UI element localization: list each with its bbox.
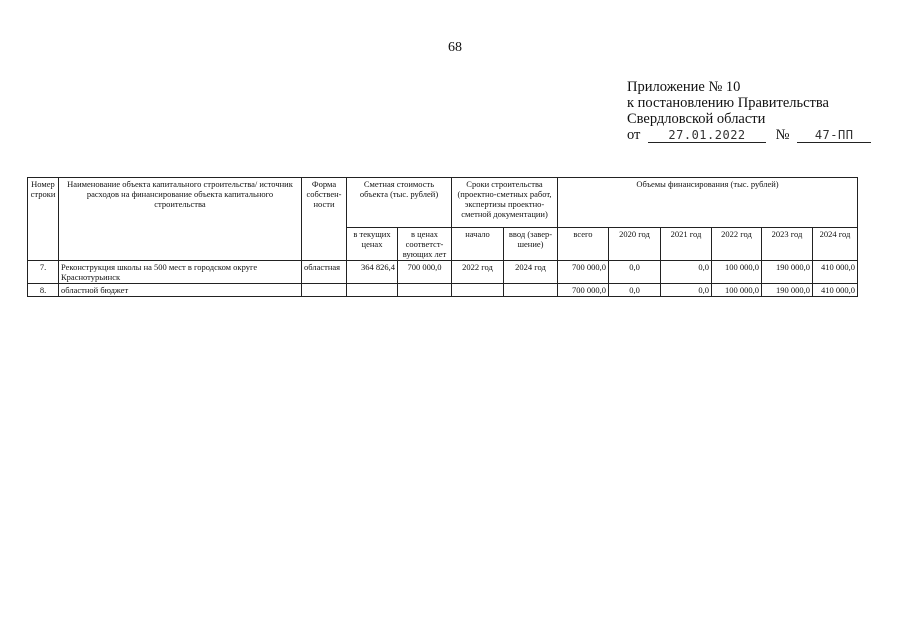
header-construction-terms: Сроки строительства (проектно-сметных работ, экспертизы проектно-сметной документации)	[452, 178, 558, 228]
cell-start	[452, 284, 504, 297]
cell-year-2023: 190 000,0	[762, 284, 813, 297]
header-row-number: Номер строки	[28, 178, 59, 261]
header-year-2024: 2024 год	[813, 228, 858, 261]
cell-year-2023: 190 000,0	[762, 261, 813, 284]
cell-corresponding-prices: 700 000,0	[398, 261, 452, 284]
from-label: от	[627, 127, 641, 143]
appendix-region: Свердловской области	[627, 111, 766, 127]
header-corresponding-prices: в ценах соответст-вующих лет	[398, 228, 452, 261]
header-estimated-cost: Сметная стоимость объекта (тыс. рублей)	[347, 178, 452, 228]
cell-completion	[504, 284, 558, 297]
decree-number: 47-ПП	[797, 129, 871, 143]
cell-row-number: 8.	[28, 284, 59, 297]
header-start: начало	[452, 228, 504, 261]
header-object-name: Наименование объекта капитального строительства/ источник расходов на финансирование объекта капитального строительства	[59, 178, 302, 261]
decree-date: 27.01.2022	[648, 129, 766, 143]
cell-total: 700 000,0	[558, 284, 609, 297]
appendix-title: Приложение № 10	[627, 79, 741, 95]
financing-table	[27, 177, 858, 297]
cell-current-prices: 364 826,4	[347, 261, 398, 284]
table-header-row	[28, 178, 858, 228]
cell-year-2020: 0,0	[609, 284, 661, 297]
header-current-prices: в текущих ценах	[347, 228, 398, 261]
header-completion: ввод (завер-шение)	[504, 228, 558, 261]
page-number: 68	[448, 40, 462, 55]
cell-year-2021: 0,0	[661, 284, 712, 297]
header-year-2021: 2021 год	[661, 228, 712, 261]
header-year-2023: 2023 год	[762, 228, 813, 261]
cell-ownership	[302, 284, 347, 297]
header-year-2020: 2020 год	[609, 228, 661, 261]
header-financing-volumes: Объемы финансирования (тыс. рублей)	[558, 178, 858, 228]
cell-year-2024: 410 000,0	[813, 284, 858, 297]
cell-year-2021: 0,0	[661, 261, 712, 284]
cell-object-name: Реконструкция школы на 500 мест в городском округе Краснотурьинск	[59, 261, 302, 284]
number-label: №	[775, 127, 790, 143]
table-row	[28, 261, 858, 284]
cell-current-prices	[347, 284, 398, 297]
cell-corresponding-prices	[398, 284, 452, 297]
cell-start: 2022 год	[452, 261, 504, 284]
cell-year-2020: 0,0	[609, 261, 661, 284]
cell-year-2024: 410 000,0	[813, 261, 858, 284]
appendix-decree-ref: к постановлению Правительства	[627, 95, 829, 111]
cell-completion: 2024 год	[504, 261, 558, 284]
table-row	[28, 284, 858, 297]
header-total: всего	[558, 228, 609, 261]
appendix-decree-date-number	[627, 127, 877, 143]
header-year-2022: 2022 год	[712, 228, 762, 261]
appendix-header	[627, 79, 877, 143]
cell-year-2022: 100 000,0	[712, 284, 762, 297]
cell-row-number: 7.	[28, 261, 59, 284]
header-ownership: Форма собствен-ности	[302, 178, 347, 261]
cell-ownership: областная	[302, 261, 347, 284]
cell-object-name: областной бюджет	[59, 284, 302, 297]
cell-year-2022: 100 000,0	[712, 261, 762, 284]
cell-total: 700 000,0	[558, 261, 609, 284]
